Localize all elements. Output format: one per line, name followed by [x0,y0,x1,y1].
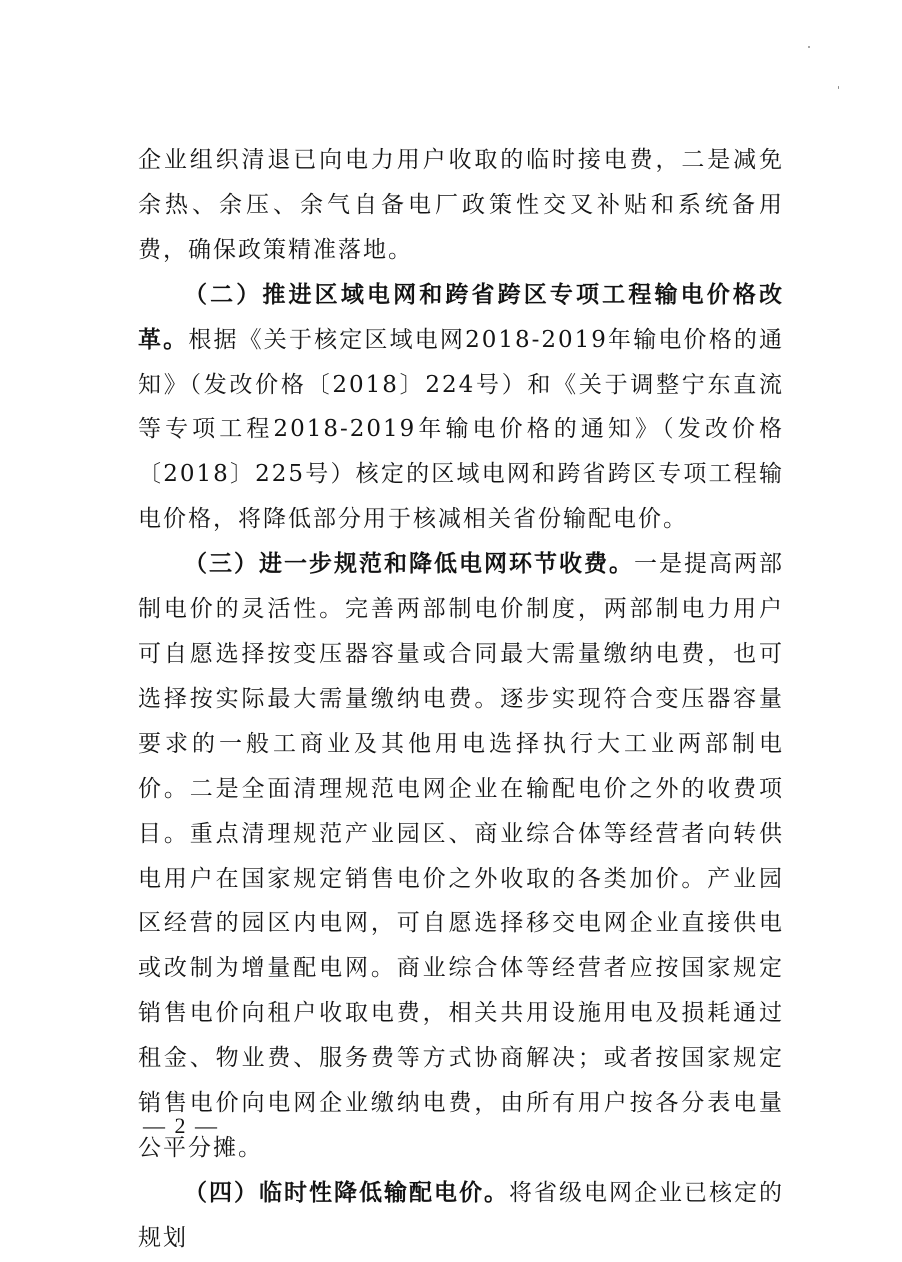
paragraph-intro [138,138,784,273]
section-heading: （四）临时性降低输配电价。 [184,1178,509,1206]
paragraph-text: 企业组织清退已向电力用户收取的临时接电费，二是减免余热、余压、余气自备电厂政策性交叉补贴和系统备用费，确保政策精准落地。 [138,147,784,263]
document-body [138,138,784,1261]
section-heading: （三）进一步规范和降低电网环节收费。 [184,550,634,578]
paragraph-text: 将省级电网企业已核定的规划 [138,1179,784,1251]
scan-speck [808,46,810,48]
section-heading: （二）推进区域电网和跨省跨区专项工程输电价格改革。 [138,280,784,353]
paragraph-section-2 [138,273,784,542]
paragraph-text: 一是提高两部制电价的灵活性。完善两部制电价制度，两部制电力用户可自愿选择按变压器容量或合同最大需量缴纳电费，也可选择按实际最大需量缴纳电费。逐步实现符合变压器容量要求的一般工商业及其他用电选择执行大工业两部制电价。二是全面清理规范电网企业在输配电价之外的收费项目。重点清理规范产业园区、商业综合体等经营者向转供电用户在国家规定销售电价之外收取的各类加价。产业园区经营的园区内电网，可自愿选择移交电网企业直接供电或改制为增量配电网。商业综合体等经营者应按国家规定销售电价向租户收取电费，相关共用设施用电及损耗通过租金、物业费、服务费等方式协商解决；或者按国家规定销售电价向电网企业缴纳电费，由所有用户按各分表电量公平分摊。 [138,551,784,1161]
paragraph-section-3 [138,542,784,1171]
paragraph-text: 根据《关于核定区域电网2018-2019年输电价格的通知》（发改价格〔2018〕224号）和《关于调整宁东直流等专项工程2018-2019年输电价格的通知》（发改价格〔2018〕225号）核定的区域电网和跨省跨区专项工程输电价格，将降低部分用于核减相关省份输配电价。 [138,326,785,533]
paragraph-section-4 [138,1171,784,1261]
page-number: — 2 — [143,1113,219,1138]
scan-speck [838,86,839,89]
